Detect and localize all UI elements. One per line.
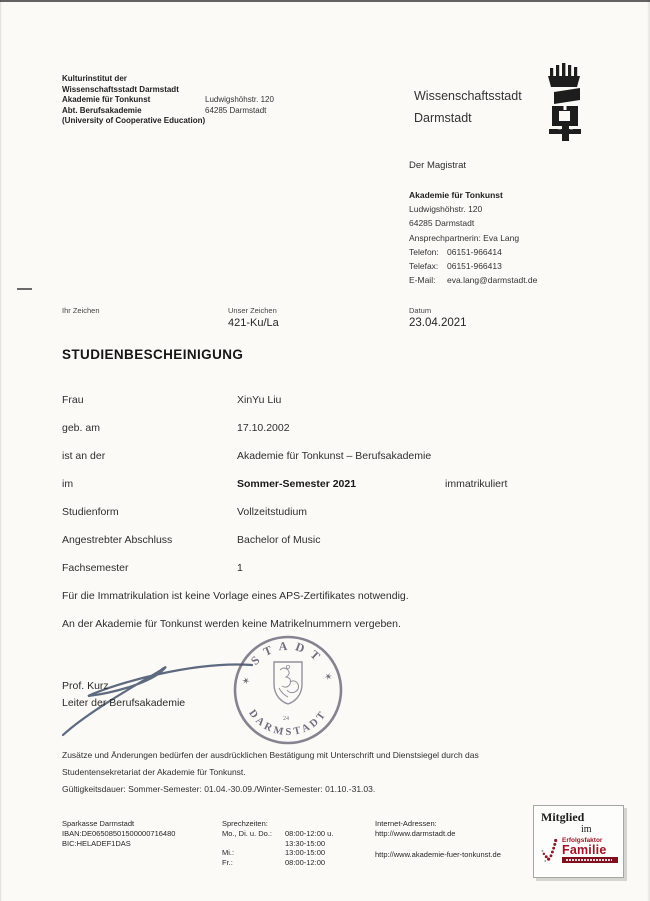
field-row [62, 450, 592, 478]
hours-time: 08:00-12:00 u. [285, 828, 334, 838]
telefax-label: Telefax: [409, 261, 439, 272]
hours-time: 13:00-15:00 [285, 848, 326, 858]
note-line: Studentensekretariat der Akademie für Tonkunst. [62, 767, 246, 778]
field-label: Fachsemester [62, 562, 129, 574]
city-wordmark-line2: Darmstadt [414, 110, 472, 125]
hours-row [222, 858, 333, 868]
telefon-value: 06151-966414 [447, 246, 502, 257]
badge-banner [562, 857, 618, 863]
sender-block [62, 74, 205, 127]
footer-bank [62, 819, 175, 848]
hours-days: Mo., Di. u. Do.: [222, 828, 273, 838]
bank-bic: BIC:HELADEF1DAS [62, 838, 131, 848]
hours-days: Fr.: [222, 858, 233, 868]
field-value: 1 [237, 562, 243, 574]
internet-url-akademie: http://www.akademie-fuer-tonkunst.de [375, 849, 501, 859]
sender-line: Kulturinstitut der [62, 74, 127, 83]
datum-value: 23.04.2021 [409, 317, 467, 329]
dotted-checkmark-icon [541, 837, 560, 865]
darmstadt-city-logo-icon [543, 63, 587, 146]
hours-title: Sprechzeiten: [222, 819, 268, 828]
telefon-label: Telefon: [409, 246, 439, 257]
erfolgsfaktor-familie-logo [541, 837, 618, 865]
document-title: STUDIENBESCHEINIGUNG [62, 347, 244, 362]
field-row [62, 534, 592, 562]
statement-aps: Für die Immatrikulation ist keine Vorlage eines APS-Zertifikates notwendig. [62, 590, 409, 602]
hours-time: 13:30-15:00 [285, 838, 326, 848]
signatory-role: Leiter der Berufsakademie [62, 697, 186, 709]
footer-internet [375, 819, 501, 859]
fold-mark [17, 288, 32, 290]
field-row [62, 562, 592, 590]
hours-days [222, 839, 285, 849]
contact-title: Akademie für Tonkunst [409, 190, 503, 200]
unser-zeichen-label: Unser Zeichen [228, 306, 277, 315]
field-label: ist an der [62, 450, 106, 462]
bank-name: Sparkasse Darmstadt [62, 819, 135, 828]
city-seal-stamp [230, 632, 346, 753]
bank-iban: IBAN:DE06508501500000716480 [62, 828, 176, 838]
city-wordmark [414, 86, 522, 129]
field-label: im [62, 478, 74, 490]
hours-row [222, 848, 333, 858]
city-wordmark-line1: Wissenschaftsstadt [414, 89, 522, 103]
field-value: Vollzeitstudium [237, 506, 308, 518]
signatory-block [62, 678, 185, 712]
spacer [375, 839, 501, 850]
mitglied-badge [533, 805, 624, 878]
datum-label: Datum [409, 306, 432, 315]
hours-days: Mi.: [222, 848, 235, 858]
contact-telefon [409, 245, 537, 259]
note-line: Zusätze und Änderungen bedürfen der ausdrücklichen Bestätigung mit Unterschrift und Dienstsiegel durch das [62, 750, 479, 760]
svg-text:24: 24 [283, 716, 289, 722]
sender-line: Akademie für Tonkunst [62, 95, 151, 105]
badge-member-line2: im [581, 824, 592, 835]
contact-block [409, 188, 537, 287]
field-label: Frau [62, 394, 84, 406]
field-value: 17.10.2002 [237, 422, 290, 434]
contact-street: Ludwigshöhstr. 120 [409, 204, 483, 215]
internet-title: Internet-Adressen: [375, 819, 437, 828]
sender-line: Abt. Berufsakademie [62, 105, 142, 115]
badge-member-line1: Mitglied [541, 810, 585, 824]
badge-logo-top: Erfolgsfaktor [562, 837, 603, 844]
hours-time: 08:00-12:00 [285, 858, 326, 868]
field-value: Akademie für Tonkunst – Berufsakademie [237, 450, 432, 462]
contact-person: Ansprechpartnerin: Eva Lang [409, 232, 520, 243]
svg-text:✶: ✶ [240, 675, 252, 689]
sender-line: Wissenschaftsstadt Darmstadt [62, 84, 179, 94]
svg-text:✶: ✶ [322, 671, 334, 685]
statement-matrikel: An der Akademie für Tonkunst werden keine Matrikelnummern vergeben. [62, 618, 401, 630]
contact-email [409, 273, 537, 287]
unser-zeichen-value: 421-Ku/La [228, 317, 279, 329]
hours-row [222, 829, 333, 839]
field-value: XinYu Liu [237, 394, 282, 406]
field-label: geb. am [62, 422, 100, 434]
magistrat-line: Der Magistrat [409, 160, 467, 171]
field-value-semester: Sommer-Semester 2021 [237, 478, 357, 490]
certificate-fields [62, 394, 592, 590]
field-value: Bachelor of Music [237, 534, 321, 546]
svg-text:STADT: STADT [247, 638, 328, 668]
field-row [62, 422, 592, 450]
email-label: E-Mail: [409, 275, 436, 286]
field-row [62, 506, 592, 534]
hours-row [222, 839, 333, 849]
contact-telefax [409, 259, 537, 273]
scan-edge-left [0, 0, 2, 901]
badge-logo-main: Familie [562, 843, 607, 857]
field-row [62, 394, 592, 422]
contact-city: 64285 Darmstadt [409, 218, 475, 229]
telefax-value: 06151-966413 [447, 261, 502, 272]
scan-edge-top [0, 0, 650, 2]
internet-url-darmstadt: http://www.darmstadt.de [375, 828, 456, 838]
legal-notes [62, 747, 602, 799]
badge-logo-text [562, 837, 618, 863]
sender-street: Ludwigshöhstr. 120 [205, 95, 274, 104]
sender-city: 64285 Darmstadt [205, 105, 267, 115]
email-value: eva.lang@darmstadt.de [447, 275, 538, 286]
field-suffix-immatrikuliert: immatrikuliert [445, 478, 508, 490]
signatory-name: Prof. Kurz [62, 680, 109, 692]
sender-address [205, 95, 274, 116]
footer-hours [222, 819, 333, 868]
ihr-zeichen-label: Ihr Zeichen [62, 306, 100, 315]
field-label: Angestrebter Abschluss [62, 534, 173, 546]
sender-line: (University of Cooperative Education) [62, 116, 206, 126]
field-label: Studienform [62, 506, 119, 518]
svg-text:DARMSTADT: DARMSTADT [246, 707, 330, 739]
note-line: Gültigkeitsdauer: Sommer-Semester: 01.04.-30.09./Winter-Semester: 01.10.-31.03. [62, 784, 376, 795]
field-row [62, 478, 592, 506]
